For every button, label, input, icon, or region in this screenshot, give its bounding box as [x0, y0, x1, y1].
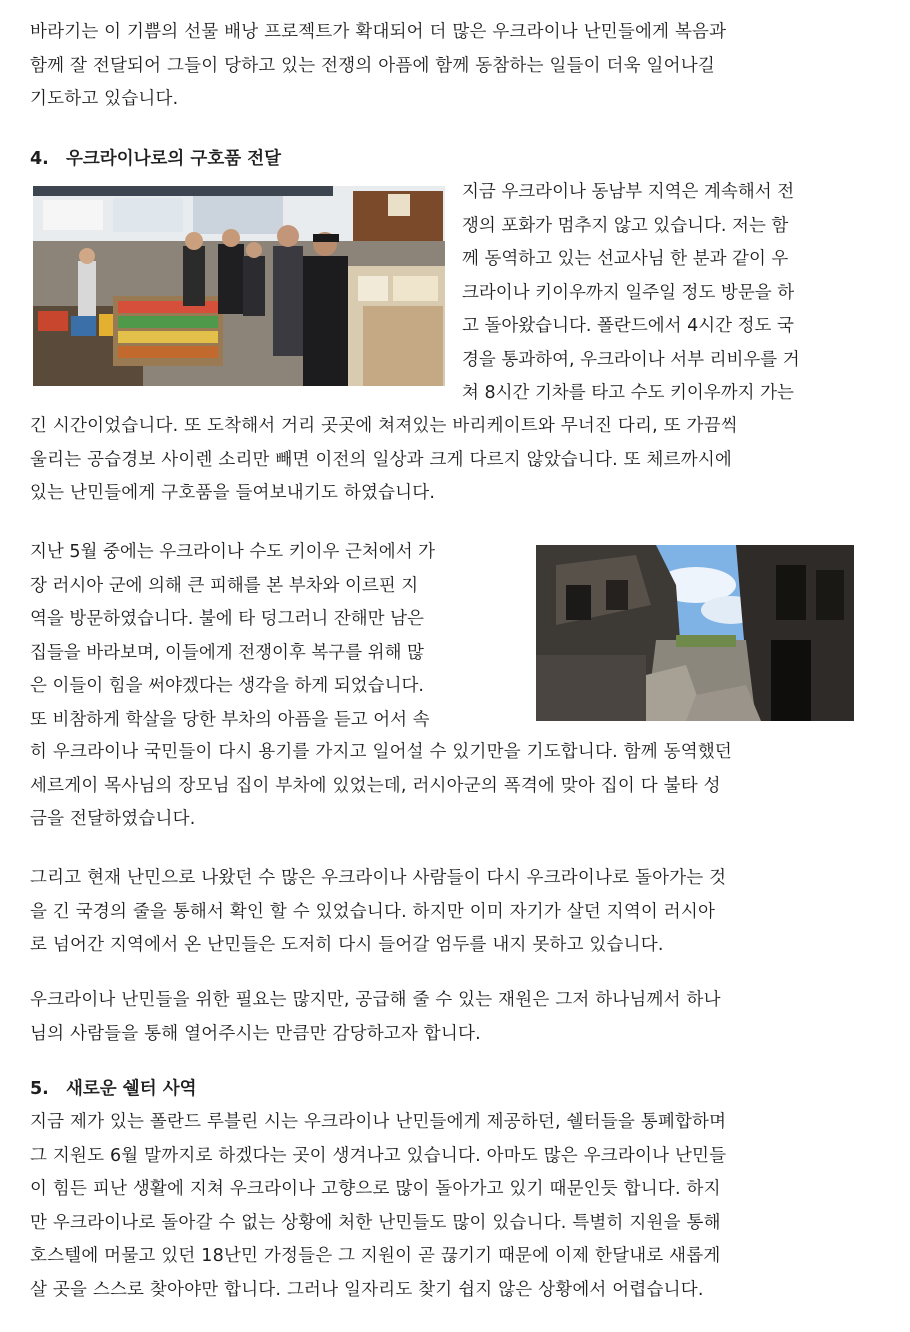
text-line: 역을 방문하였습니다. 불에 타 덩그러니 잔해만 남은 [30, 609, 424, 629]
text-line: 울리는 공습경보 사이렌 소리만 빼면 이전의 일상과 크게 다르지 않았습니다. 또 체르까시에 [30, 449, 733, 470]
text-line: 지금 제가 있는 폴란드 루블린 시는 우크라이나 난민들에게 제공하던, 쉘터들을 통폐합하며 [30, 1112, 727, 1132]
section-4-paragraph-2-cont [30, 736, 880, 837]
section-title: 우크라이나로의 구호품 전달 [66, 149, 282, 169]
text-line: 세르게이 목사님의 장모님 집이 부차에 있었는데, 러시아군의 폭격에 맞아 집이 다 불타 성 [30, 775, 721, 796]
text-line: 을 긴 국경의 줄을 통해서 확인 할 수 있었습니다. 하지만 이미 자기가 살던 지역이 러시아 [30, 901, 716, 922]
text-line: 함께 잘 전달되어 그들이 당하고 있는 전쟁의 아픔에 함께 동참하는 일들이 더욱 일어나길 [30, 55, 715, 76]
section-5-heading [30, 1074, 197, 1104]
section-4-paragraph-4 [30, 984, 880, 1051]
section-4-paragraph-2-wrap [30, 536, 518, 737]
text-line: 장 러시아 군에 의해 큰 피해를 본 부차와 이르핀 지 [30, 575, 419, 596]
text-line: 우크라이나 난민들을 위한 필요는 많지만, 공급해 줄 수 있는 재원은 그저 하나님께서 하나 [30, 990, 721, 1010]
section-title: 새로운 쉘터 사역 [66, 1079, 197, 1099]
text-line: 쟁의 포화가 멈추지 않고 있습니다. 저는 함 [462, 215, 789, 236]
text-line: 히 우크라이나 국민들이 다시 용기를 가지고 일어설 수 있기만을 기도합니다. 함께 동역했던 [30, 742, 733, 762]
text-line: 호스텔에 머물고 있던 18난민 가정들은 그 지원이 곧 끊기기 때문에 이제 한달내로 새롭게 [30, 1246, 721, 1266]
text-line: 그 지원도 6월 말까지로 하겠다는 곳이 생겨나고 있습니다. 아마도 많은 우크라이나 난민들 [30, 1145, 727, 1166]
text-line: 살 곳을 스스로 찾아야만 합니다. 그러나 일자리도 찾기 쉽지 않은 상황에서 어렵습니다. [30, 1279, 704, 1300]
section-4-paragraph-1-wrap [462, 176, 865, 411]
text-line: 금을 전달하였습니다. [30, 809, 196, 829]
text-line: 고 돌아왔습니다. 폴란드에서 4시간 정도 국 [462, 316, 794, 336]
section-4-paragraph-3 [30, 862, 880, 963]
section-5-paragraph [30, 1106, 880, 1307]
text-line: 그리고 현재 난민으로 나왔던 수 많은 우크라이나 사람들이 다시 우크라이나로 돌아가는 것 [30, 868, 727, 888]
supermarket-relief-photo [33, 186, 445, 386]
section-number: 5. [30, 1079, 49, 1099]
text-line: 쳐 8시간 기차를 타고 수도 키이우까지 가는 [462, 383, 794, 403]
text-line: 집들을 바라보며, 이들에게 전쟁이후 복구를 위해 많 [30, 642, 424, 663]
text-line: 크라이나 키이우까지 일주일 정도 방문을 하 [462, 282, 795, 303]
section-4-heading [30, 144, 281, 174]
text-line: 긴 시간이었습니다. 또 도착해서 거리 곳곳에 쳐져있는 바리케이트와 무너진 다리, 또 가끔씩 [30, 416, 738, 436]
text-line: 님의 사람들을 통해 열어주시는 만큼만 감당하고자 합니다. [30, 1023, 481, 1044]
text-line: 지난 5월 중에는 우크라이나 수도 키이우 근처에서 가 [30, 542, 436, 562]
section-4-paragraph-1-cont [30, 410, 880, 511]
text-line: 있는 난민들에게 구호품을 들여보내기도 하였습니다. [30, 483, 436, 503]
intro-paragraph [30, 16, 880, 117]
text-line: 은 이들이 힘을 써야겠다는 생각을 하게 되었습니다. [30, 676, 424, 696]
burned-houses-photo [536, 545, 854, 721]
text-line: 로 넘어간 지역에서 온 난민들은 도저히 다시 들어갈 엄두를 내지 못하고 있습니다. [30, 935, 664, 955]
section-number: 4. [30, 149, 49, 169]
text-line: 께 동역하고 있는 선교사님 한 분과 같이 우 [462, 249, 789, 269]
text-line: 경을 통과하여, 우크라이나 서부 리비우를 거 [462, 349, 800, 370]
text-line: 바라기는 이 기쁨의 선물 배낭 프로젝트가 확대되어 더 많은 우크라이나 난민들에게 복음과 [30, 22, 727, 42]
text-line: 기도하고 있습니다. [30, 89, 179, 109]
text-line: 만 우크라이나로 돌아갈 수 없는 상황에 처한 난민들도 많이 있습니다. 특별히 지원을 통해 [30, 1212, 721, 1233]
text-line: 이 힘든 피난 생활에 지쳐 우크라이나 고향으로 많이 돌아가고 있기 때문인듯 합니다. 하지 [30, 1179, 721, 1199]
text-line: 지금 우크라이나 동남부 지역은 계속해서 전 [462, 182, 795, 202]
text-line: 또 비참하게 학살을 당한 부차의 아픔을 듣고 어서 속 [30, 709, 430, 730]
